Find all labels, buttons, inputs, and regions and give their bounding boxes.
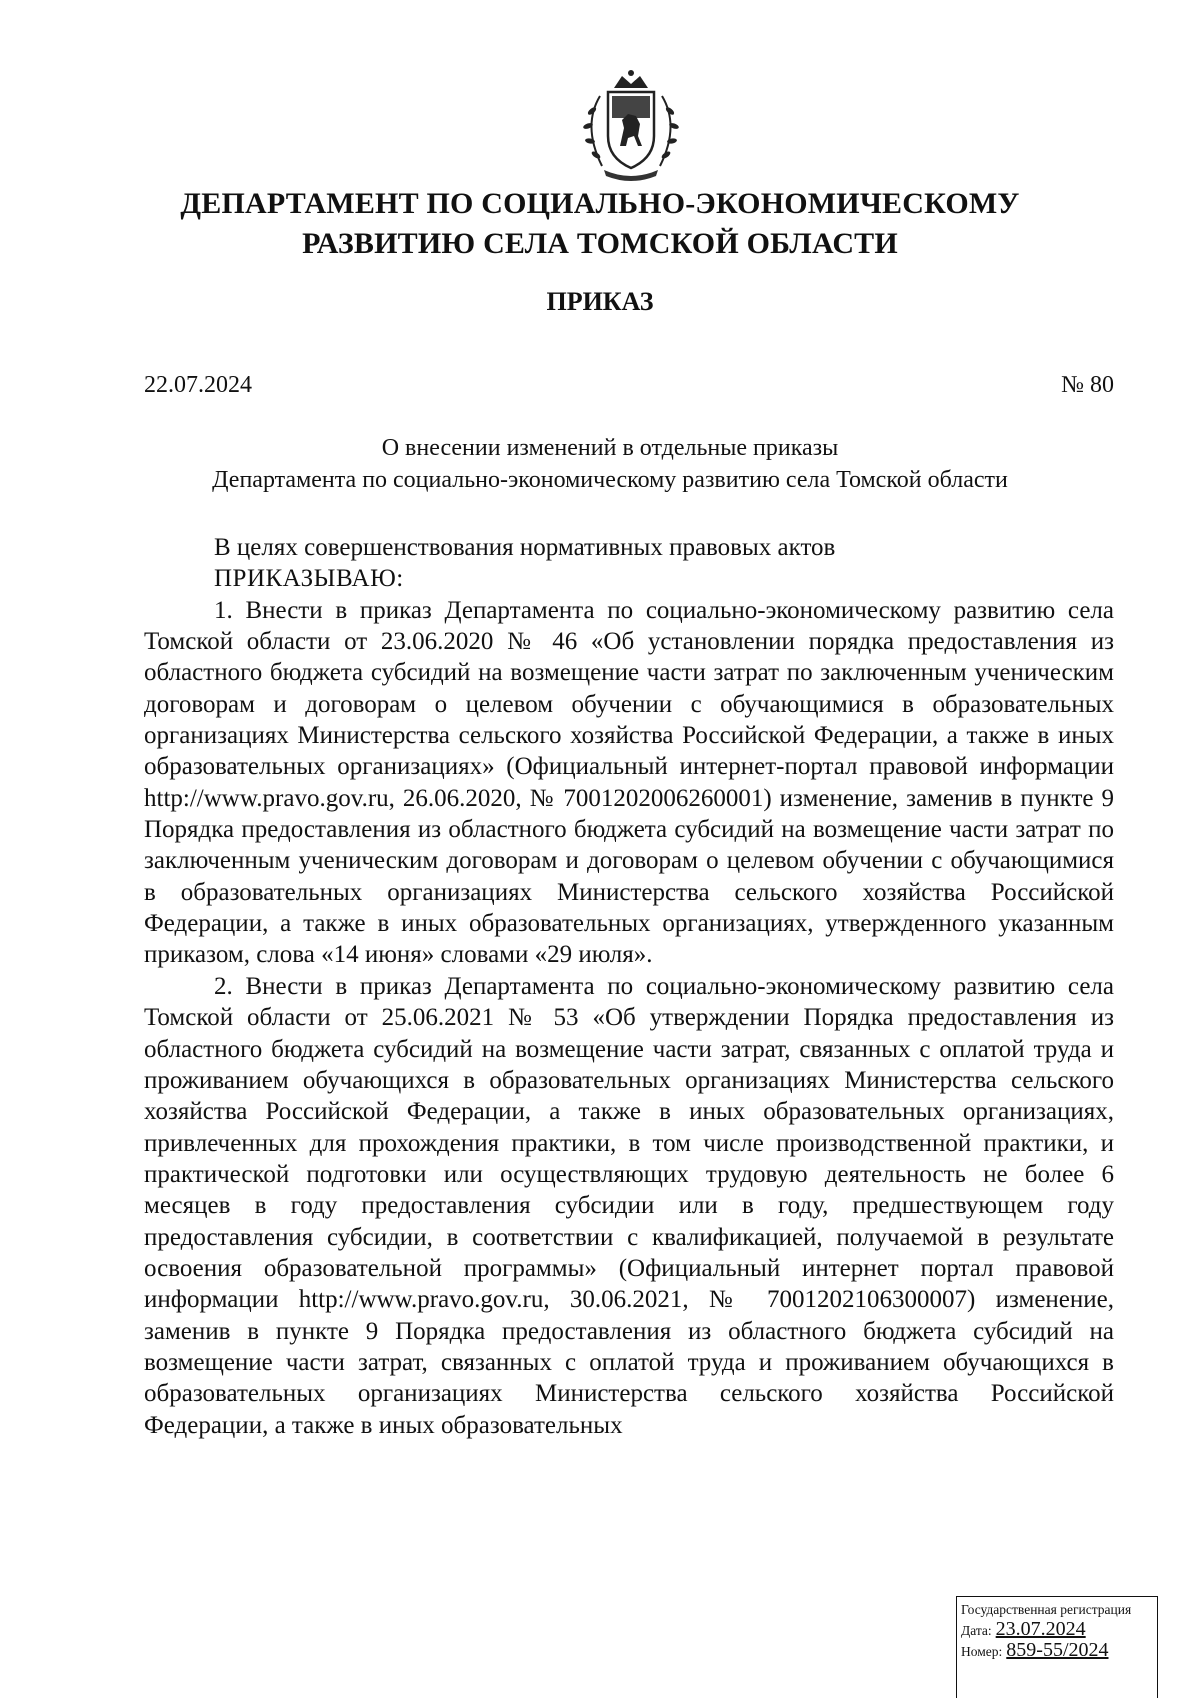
subject-line-2: Департамента по социально-экономическому развитию села Томской области (212, 467, 1008, 493)
document-body (144, 532, 1114, 1441)
preamble: В целях совершенствования нормативных правовых актов (214, 534, 836, 561)
organization-title (100, 184, 1100, 264)
document-subject (130, 432, 1090, 496)
registration-stamp (956, 1596, 1158, 1698)
registration-date-label: Дата: (961, 1623, 992, 1638)
coat-of-arms-icon (572, 66, 690, 184)
document-date: 22.07.2024 (144, 372, 252, 398)
document-kind: ПРИКАЗ (546, 287, 654, 316)
subject-line-1: О внесении изменений в отдельные приказы (381, 435, 839, 461)
organization-title-line-1: ДЕПАРТАМЕНТ ПО СОЦИАЛЬНО-ЭКОНОМИЧЕСКОМУ (180, 187, 1020, 220)
registration-number-value: 859-55/2024 (1006, 1639, 1109, 1661)
order-command: ПРИКАЗЫВАЮ: (214, 565, 404, 593)
order-item-2: 2. Внести в приказ Департамента по социально-экономическому развитию села Томской области от 25.06.2021 № 53 «Об утверждении Порядка предоставления из областного бюджета субсидий на возмещение части затрат, связанных с оплатой труда и проживанием обучающихся в образовательных организациях Министерства сельского хозяйства Российской Федерации, а также в иных образовательных организациях, привлеченных для прохождения практики, в том числе производственной практики, и практической подготовки или осуществляющих трудовую деятельность не более 6 месяцев в году предоставления субсидии или в году, предшествующем году предоставления субсидии, в соответствии с квалификацией, получаемой в результате освоения образовательной программы» (Официальный интернет портал правовой информации http://www.pravo.gov.ru, 30.06.2021, № 7001202106300007) изменение, заменив в пункте 9 Порядка предоставления из областного бюджета субсидий на возмещение части затрат, связанных с оплатой труда и проживанием обучающихся в образовательных организациях Министерства сельского хозяйства Российской Федерации, а также в иных образовательных (144, 972, 1114, 1439)
registration-date-value: 23.07.2024 (995, 1618, 1086, 1640)
order-item-1: 1. Внести в приказ Департамента по социально-экономическому развитию села Томской области от 23.06.2020 № 46 «Об установлении порядка предоставления из областного бюджета субсидий на возмещение части затрат по заключенным ученическим договорам и договорам о целевом обучении с обучающимися в образовательных организациях Министерства сельского хозяйства Российской Федерации, а также в иных образовательных организациях» (Официальный интернет-портал правовой информации http://www.pravo.gov.ru, 26.06.2020, № 7001202006260001) изменение, заменив в пункте 9 Порядка предоставления из областного бюджета субсидий на возмещение части затрат по заключенным ученическим договорам и договорам о целевом обучении с обучающимися в образовательных организациях Министерства сельского хозяйства Российской Федерации, а также в иных образовательных организациях, утвержденного указанным приказом, слова «14 июня» словами «29 июля». (144, 596, 1114, 969)
organization-title-line-2: РАЗВИТИЮ СЕЛА ТОМСКОЙ ОБЛАСТИ (302, 227, 898, 260)
registration-title: Государственная регистрация (961, 1602, 1132, 1617)
document-number: № 80 (1061, 372, 1114, 398)
registration-number-label: Номер: (961, 1644, 1003, 1659)
